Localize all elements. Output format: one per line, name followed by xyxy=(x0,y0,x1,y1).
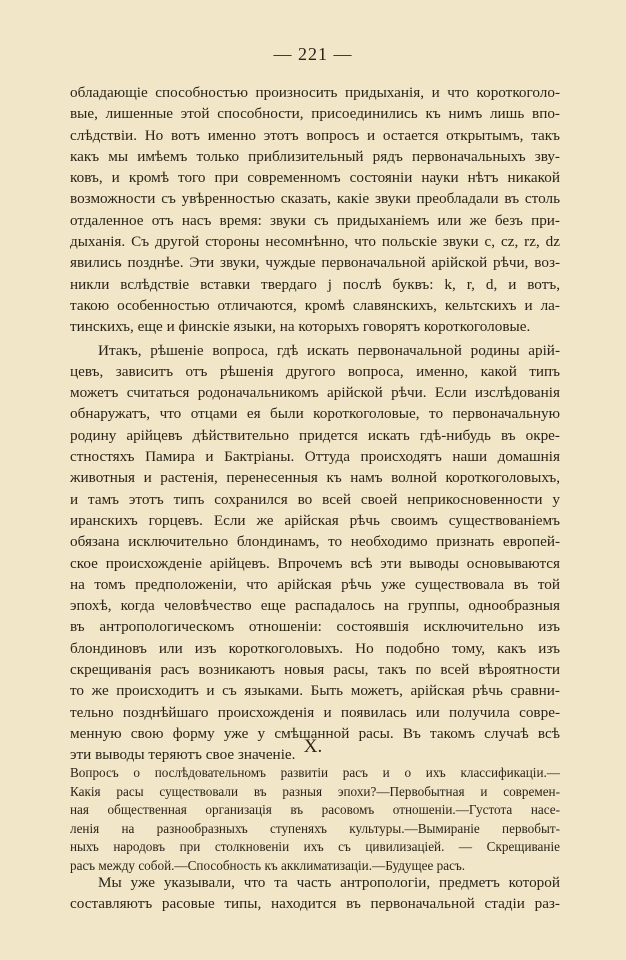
summary-line: Вопросъ о послѣдовательномъ развитіи расъ и о ихъ классификаціи.— xyxy=(70,765,560,780)
text-line: на томъ предположеніи, что арійская рѣчь уже существовала въ той xyxy=(70,575,560,593)
summary-line: ныхъ народовъ при столкновеніи ихъ съ цивилизаціей. — Скрещиваніе xyxy=(70,839,560,855)
text-line: какъ мы имѣемъ только приблизительный рядъ первоначальныхъ зву- xyxy=(70,147,560,165)
text-line: блондиновъ или изъ короткоголовыхъ. Но подобно тому, какъ изъ xyxy=(70,639,560,657)
summary-line: расъ между собой.—Способность къ акклиматизаціи.—Будущее расъ. xyxy=(70,857,466,873)
paragraph-3 xyxy=(70,872,560,915)
text-line: и тамъ этотъ типъ сохранился во всей своей неприкосновенности у xyxy=(70,490,560,508)
text-line: родину арійцевъ дѣйствительно придется искать гдѣ-нибудь въ окре- xyxy=(70,426,560,444)
text-line: явились позднѣе. Эти звуки, чуждые первоначальной арійской рѣчи, воз- xyxy=(70,254,560,272)
text-line: отдаленное отъ насъ время: звуки съ придыханіемъ или же безъ при- xyxy=(70,211,560,229)
paragraph-2 xyxy=(70,340,560,766)
text-line: никли вслѣдствіе вставки твердаго j послѣ буквъ: k, r, d, и вотъ, xyxy=(70,275,560,293)
text-line: тельно позднѣйшаго происхожденія и появилась или получила совре- xyxy=(70,703,560,721)
text-line: эти выводы теряютъ свое значеніе. xyxy=(70,746,296,764)
text-line: Итакъ, рѣшеніе вопроса, гдѣ искать первоначальной родины арій- xyxy=(98,341,560,359)
page-number: — 221 — xyxy=(273,44,353,64)
text-line: ковъ, и кромѣ того при современномъ состояніи науки нѣтъ никакой xyxy=(70,169,560,187)
chapter-summary xyxy=(70,764,560,876)
text-line: менную свою форму уже у смѣшанной расы. Въ такомъ случаѣ всѣ xyxy=(70,724,560,742)
text-line: эпохѣ, когда человѣчество еще распадалось на группы, однообразныя xyxy=(70,597,560,615)
text-line: ское происхожденіе арійцевъ. Впрочемъ всѣ эти выводы основываются xyxy=(70,554,560,572)
summary-line: ленія на разнообразныхъ ступеняхъ культуры.—Вымираніе первобыт- xyxy=(70,820,560,836)
text-line: обладающіе способностью произносить придыханія, и что короткоголо- xyxy=(70,84,560,101)
text-line: можетъ считаться родоначальникомъ арійской рѣчи. Если изслѣдованія xyxy=(70,384,560,402)
summary-line: ная общественная организація въ расовомъ отношеніи.—Густота насе- xyxy=(70,802,560,818)
main-text xyxy=(70,82,560,766)
text-line: стностяхъ Памира и Бактріаны. Оттуда происходятъ наши домашнія xyxy=(70,448,560,466)
text-line: цевъ, зависитъ отъ рѣшенія другого вопроса, именно, какой типъ xyxy=(70,362,560,380)
text-line: скрещиванія расъ возникаютъ новыя расы, такъ по всей вѣроятности xyxy=(70,661,560,679)
text-line: тинскихъ, еще и финскіе языки, на которыхъ говорятъ короткоголовые. xyxy=(70,318,531,336)
text-line: Мы уже указывали, что та часть антропологіи, предметъ которой xyxy=(98,874,560,891)
text-line: такою особенностью отличаются, кромѣ славянскихъ, кельтскихъ и ла- xyxy=(70,296,560,314)
summary-line: Какія расы существовали въ разныя эпохи?—Первобытная и современ- xyxy=(70,783,560,799)
text-line: животныя и растенія, перенесенныя къ намъ волной короткоголовыхъ, xyxy=(70,469,560,487)
text-line: возможности съ увѣренностью сказать, какіе звуки преобладали въ столь xyxy=(70,190,560,208)
text-line: дыханія. Съ другой стороны несомнѣнно, что польскіе звуки c, cz, rz, dz xyxy=(70,233,560,251)
text-line: составляютъ расовые типы, находится въ первоначальной стадіи раз- xyxy=(70,895,560,913)
text-line: въ антропологическомъ отношеніи: состоявшія исключительно изъ xyxy=(70,618,560,636)
text-line: вые, лишенные этой способности, присоединились къ нимъ лишь впо- xyxy=(70,105,560,123)
text-line: иранскихъ горцевъ. Если же арійская рѣчь своимъ существованіемъ xyxy=(70,511,560,529)
text-line: слѣдствіи. Но вотъ именно этотъ вопросъ и остается открытымъ, такъ xyxy=(70,126,560,144)
text-line: обнаружатъ, что отцами ея были короткоголовые, то первоначальную xyxy=(70,405,560,423)
text-line: то же происходитъ и съ языками. Быть можетъ, арійская рѣчь сравни- xyxy=(70,682,560,700)
paragraph-1 xyxy=(70,82,560,338)
text-line: обязана исключительно блондинамъ, то необходимо признать европей- xyxy=(70,533,560,551)
section-heading: X. xyxy=(303,736,323,757)
